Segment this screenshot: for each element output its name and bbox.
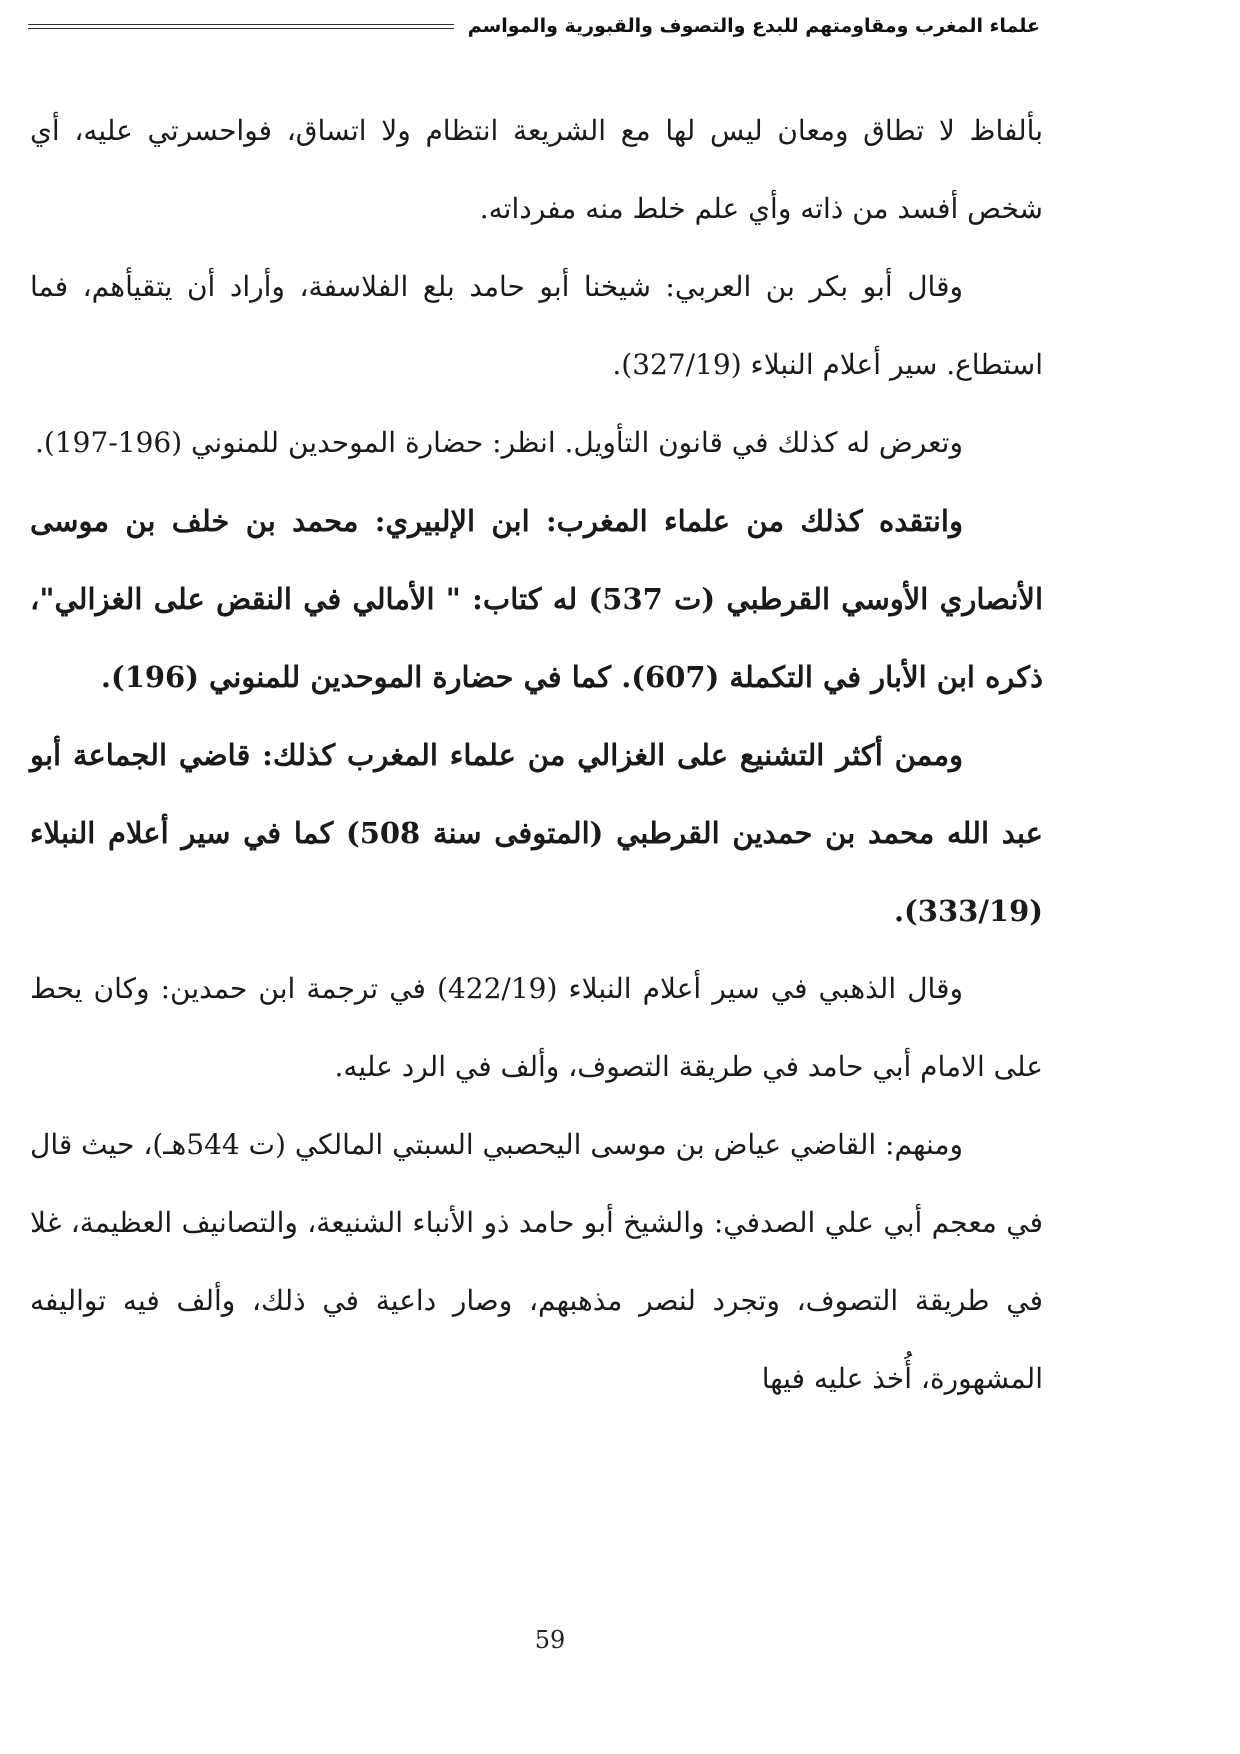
paragraph-2: وقال أبو بكر بن العربي: شيخنا أبو حامد بلع الفلاسفة، وأراد أن يتقيأهم، فما استطاع. سير أعلام النبلاء (327/19). [30, 270, 1043, 381]
paragraph-4: وانتقده كذلك من علماء المغرب: ابن الإلبيري: محمد بن خلف بن موسى الأنصاري الأوسي القرطبي (ت 537) له كتاب: " الأمالي في النقض على الغزالي"، ذكره ابن الأبار في التكملة (607). كما في حضارة الموحدين للمنوني (196). [30, 504, 1043, 694]
paragraph-7: ومنهم: القاضي عياض بن موسى اليحصبي السبتي المالكي (ت 544هـ)، حيث قال في معجم أبي علي الصدفي: والشيخ أبو حامد ذو الأنباء الشنيعة، والتصانيف العظيمة، غلا في طريقة التصوف، وتجرد لنصر مذهبهم، وصار داعية في ذلك، وألف فيه تواليفه المشهورة، أُخذ عليه فيها [30, 1128, 1043, 1395]
running-header [28, 8, 1040, 44]
paragraph-6: وقال الذهبي في سير أعلام النبلاء (422/19) في ترجمة ابن حمدين: وكان يحط على الامام أبي حامد في طريقة التصوف، وألف في الرد عليه. [30, 972, 1043, 1083]
page-body [30, 92, 1043, 1418]
paragraph-5: وممن أكثر التشنيع على الغزالي من علماء المغرب كذلك: قاضي الجماعة أبو عبد الله محمد بن حمدين القرطبي (المتوفى سنة 508) كما في سير أعلام النبلاء (333/19). [30, 738, 1043, 928]
header-rule [28, 24, 454, 29]
paragraph-1: بألفاظ لا تطاق ومعان ليس لها مع الشريعة انتظام ولا اتساق، فواحسرتي عليه، أي شخص أفسد من ذاته وأي علم خلط منه مفرداته. [30, 114, 1043, 225]
paragraph-3: وتعرض له كذلك في قانون التأويل. انظر: حضارة الموحدين للمنوني (196-197). [35, 426, 963, 459]
page-number: 59 [534, 1626, 566, 1654]
header-title: علماء المغرب ومقاومتهم للبدع والتصوف والقبورية والمواسم [467, 15, 1040, 37]
